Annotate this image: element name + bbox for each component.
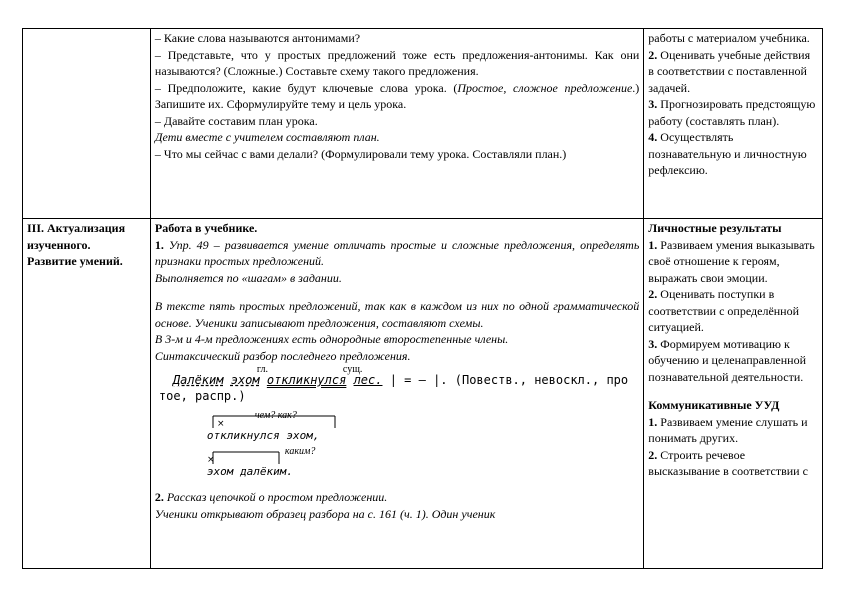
question-antonym-sentences: – Представьте, что у простых предложений тоже есть предложения-антонимы. Как они называются? (Сложные.) Составьте схему такого предложения.: [154, 47, 640, 78]
plan-note: Дети вместе с учителем составляют план.: [154, 130, 380, 144]
syntax-parse-figure: [155, 364, 639, 489]
stage-title-line: Развитие умений.: [27, 254, 123, 268]
svg-text:×: ×: [206, 455, 215, 465]
phrase-1: откликнулся эхом,: [206, 429, 320, 442]
question-keywords: – Предположите, какие будут ключевые слова урока. (Простое, сложное предложение.) Запишите их. Сформулируйте тему и цель урока.: [154, 80, 640, 111]
exercise-2-text: Ученики открывают образец разбора на с. 161 (ч. 1). Один ученик: [154, 506, 496, 521]
results-intro: работы с материалом учебника.: [648, 31, 810, 45]
results-cell: [644, 29, 823, 219]
exercise-1-homogeneous: В 3-м и 4-м предложениях есть однородные второстепенные члены.: [154, 332, 509, 346]
plan-prompt: – Давайте составим план урока.: [154, 113, 318, 128]
results-item: 1. Развиваем умения выказывать своё отношение к героям, выражать свои эмоции.: [648, 237, 815, 285]
verb-mark: гл.: [256, 364, 268, 375]
stage-title-line: III. Актуализация: [27, 221, 126, 235]
reflection-question: – Что мы сейчас с вами делали? (Формулировали тему урока. Составляли план.): [154, 146, 567, 161]
exercise-1-parse-title: Синтаксический разбор последнего предложения.: [154, 348, 411, 363]
results-item: 2. Оценивать учебные действия в соответствии с поставленной задачей.: [648, 47, 811, 95]
phrase-2: эхом далёким.: [206, 465, 293, 478]
parse-characteristics: тое, распр.): [158, 389, 246, 403]
parsed-sentence: Далёким эхом откликнулся лес. | = – |. (Повеств., невоскл., про: [172, 373, 629, 387]
exercise-2: 2. Рассказ цепочкой о простом предложении.: [154, 490, 388, 504]
exercise-1: 1. Упр. 49 – развивается умение отличать простые и сложные предложения, определять признаки простых предложений.: [154, 237, 640, 268]
question-antonyms: – Какие слова называются антонимами?: [154, 31, 361, 45]
stage-cell: [23, 219, 151, 569]
results-item: 3. Формируем мотивацию к обучению и целенаправленной познавательной деятельности.: [648, 336, 807, 384]
work-heading: Работа в учебнике.: [154, 221, 258, 235]
personal-results-heading: Личностные результаты: [648, 221, 782, 235]
results-item: 4. Осуществлять познавательную и личностную рефлексию.: [648, 130, 807, 177]
results-item: 2. Оценивать поступки в соответствии с определённой ситуацией.: [648, 287, 800, 334]
activity-cell: [150, 29, 643, 219]
noun-mark: сущ.: [342, 364, 363, 375]
results-item: 3. Прогнозировать предстоящую работу (составлять план).: [648, 97, 816, 128]
lesson-table: [22, 28, 823, 569]
question-2: каким?: [284, 446, 316, 457]
activity-cell: [150, 219, 643, 569]
results-item: 2. Строить речевое высказывание в соответствии с: [648, 447, 808, 478]
svg-text:×: ×: [216, 419, 225, 429]
results-cell: [644, 219, 823, 569]
exercise-1-steps: Выполняется по «шагам» в задании.: [154, 270, 342, 285]
results-item: 1. Развиваем умение слушать и понимать других.: [648, 414, 808, 445]
stage-title-line: изученного.: [27, 237, 91, 252]
table-row: [23, 219, 823, 569]
communicative-heading: Коммуникативные УУД: [648, 398, 780, 412]
exercise-1-answer: В тексте пять простых предложений, так как в каждом из них по одной грамматической основе. Ученики записывают предложения, составляют схемы.: [154, 299, 640, 330]
table-row: [23, 29, 823, 219]
question-1: чем? как?: [254, 410, 297, 421]
stage-cell: [23, 29, 151, 219]
